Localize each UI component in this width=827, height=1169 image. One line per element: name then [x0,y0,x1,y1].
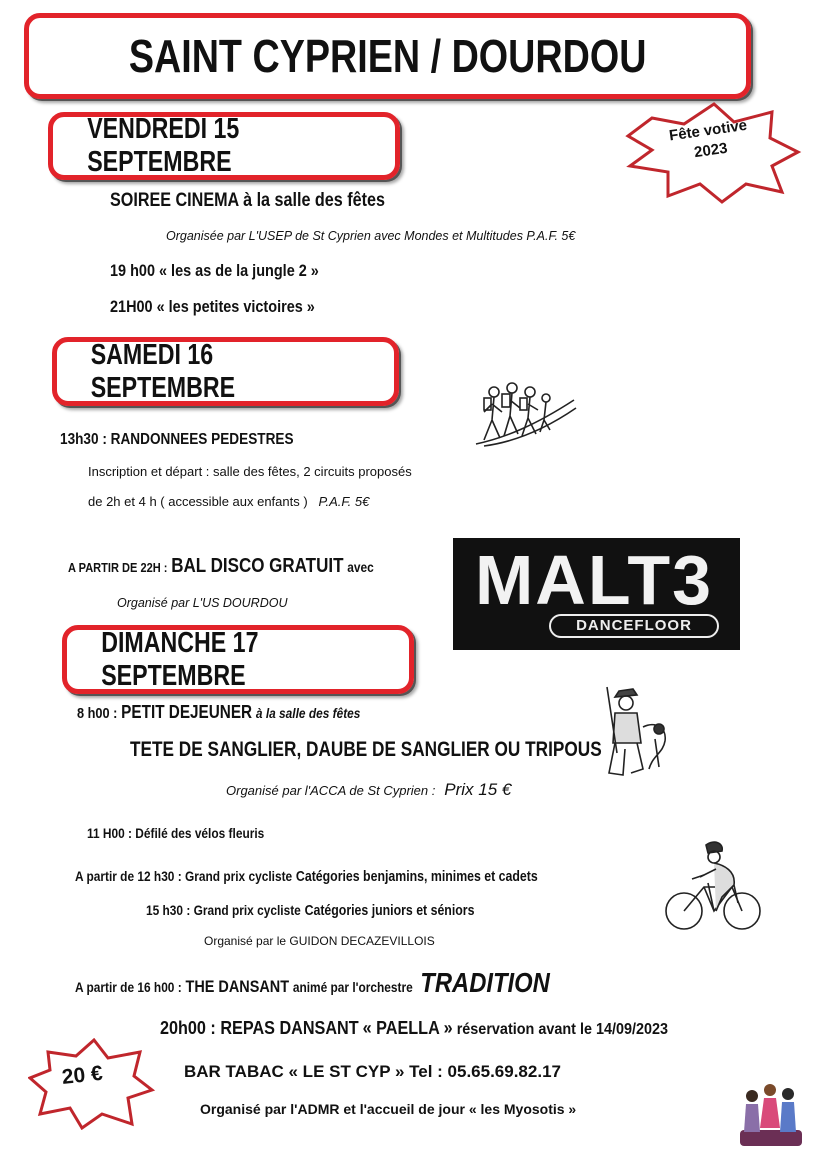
tea-mid: animé par l'orchestre [292,979,413,995]
breakfast-place: à la salle des fêtes [255,705,361,721]
tea-title: THE DANSANT [185,977,290,996]
price-badge-text: 20 € [60,1061,104,1089]
race2-line [146,902,474,920]
fete-badge-line1: Fête votive [668,116,749,145]
malt3-logo-text: MALT3 [475,541,714,619]
menu-line: TETE DE SANGLIER, DAUBE DE SANGLIER OU TRIPOUS [130,738,602,761]
friday-event: SOIREE CINEMA à la salle des fêtes [110,190,385,211]
hike-line [60,431,294,449]
malt3-logo [453,538,740,650]
friday-organizer: Organisée par L'USEP de St Cyprien avec Mondes et Multitudes P.A.F. 5€ [166,229,576,243]
hike-price: P.A.F. 5€ [318,494,370,509]
page-title: SAINT CYPRIEN / DOURDOU [128,30,647,82]
friday-heading: VENDREDI 15 SEPTEMBRE [87,113,240,178]
hunter-icon [593,683,673,783]
cyclist-icon [662,835,764,935]
race1-cat: Catégories benjamins, minimes et cadets [295,869,538,885]
bal-line [68,555,374,578]
bal-prefix: A PARTIR DE 22H : [68,560,168,575]
parade-line: 11 H00 : Défilé des vélos fleuris [87,825,265,841]
menu-price: Prix 15 € [444,780,512,799]
fete-badge-line2: 2023 [693,139,729,162]
saturday-frame [52,337,399,406]
menu-organizer-line [226,780,511,800]
race2-prefix: 15 h30 : Grand prix cycliste [146,902,301,918]
race2-cat: Catégories juniors et séniors [304,903,475,919]
bal-title: BAL DISCO GRATUIT [171,555,344,577]
menu-organizer: Organisé par l'ACCA de St Cyprien : [226,783,436,798]
tea-line [75,967,550,999]
title-frame [24,13,751,99]
breakfast-title: PETIT DEJEUNER [121,702,253,722]
saturday-heading: SAMEDI 16 SEPTEMBRE [90,338,236,404]
hike-time: 13h30 : [60,431,107,448]
bal-suffix: avec [347,559,374,575]
dancers-icon [738,1078,808,1148]
malt3-logo-sub: DANCEFLOOR [576,617,692,634]
race1-line [75,868,538,886]
sunday-frame [62,625,414,694]
friday-frame [48,112,400,180]
hike-info-2 [88,494,369,509]
friday-show-1: 19 h00 « les as de la jungle 2 » [110,261,319,280]
tea-band: TRADITION [420,967,550,998]
malt3-logo-sub-frame [549,614,719,638]
dinner-organizer: Organisé par l'ADMR et l'accueil de jour « les Myosotis » [200,1101,577,1117]
dinner-contact: BAR TABAC « LE ST CYP » Tel : 05.65.69.82.17 [184,1062,561,1081]
tea-prefix: A partir de 16 h00 : [75,979,182,995]
friday-show-2: 21H00 « les petites victoires » [110,297,315,316]
breakfast-line [77,702,360,723]
bal-organizer: Organisé par L'US DOURDOU [117,596,288,610]
hike-info-2-text: de 2h et 4 h ( accessible aux enfants ) [88,494,308,509]
hikers-icon [474,378,579,450]
dinner-line [160,1018,668,1039]
race-organizer: Organisé par le GUIDON DECAZEVILLOIS [204,934,435,948]
dinner-left: 20h00 : REPAS DANSANT [160,1018,359,1038]
race1-prefix: A partir de 12 h30 : Grand prix cycliste [75,868,293,884]
dinner-menu: « PAELLA » [362,1018,453,1038]
breakfast-time: 8 h00 : [77,705,118,722]
hike-title: RANDONNEES PEDESTRES [110,431,294,448]
hike-info-1: Inscription et départ : salle des fêtes, 2 circuits proposés [88,464,412,479]
dinner-right: réservation avant le 14/09/2023 [456,1021,669,1038]
sunday-heading: DIMANCHE 17 SEPTEMBRE [101,626,259,692]
